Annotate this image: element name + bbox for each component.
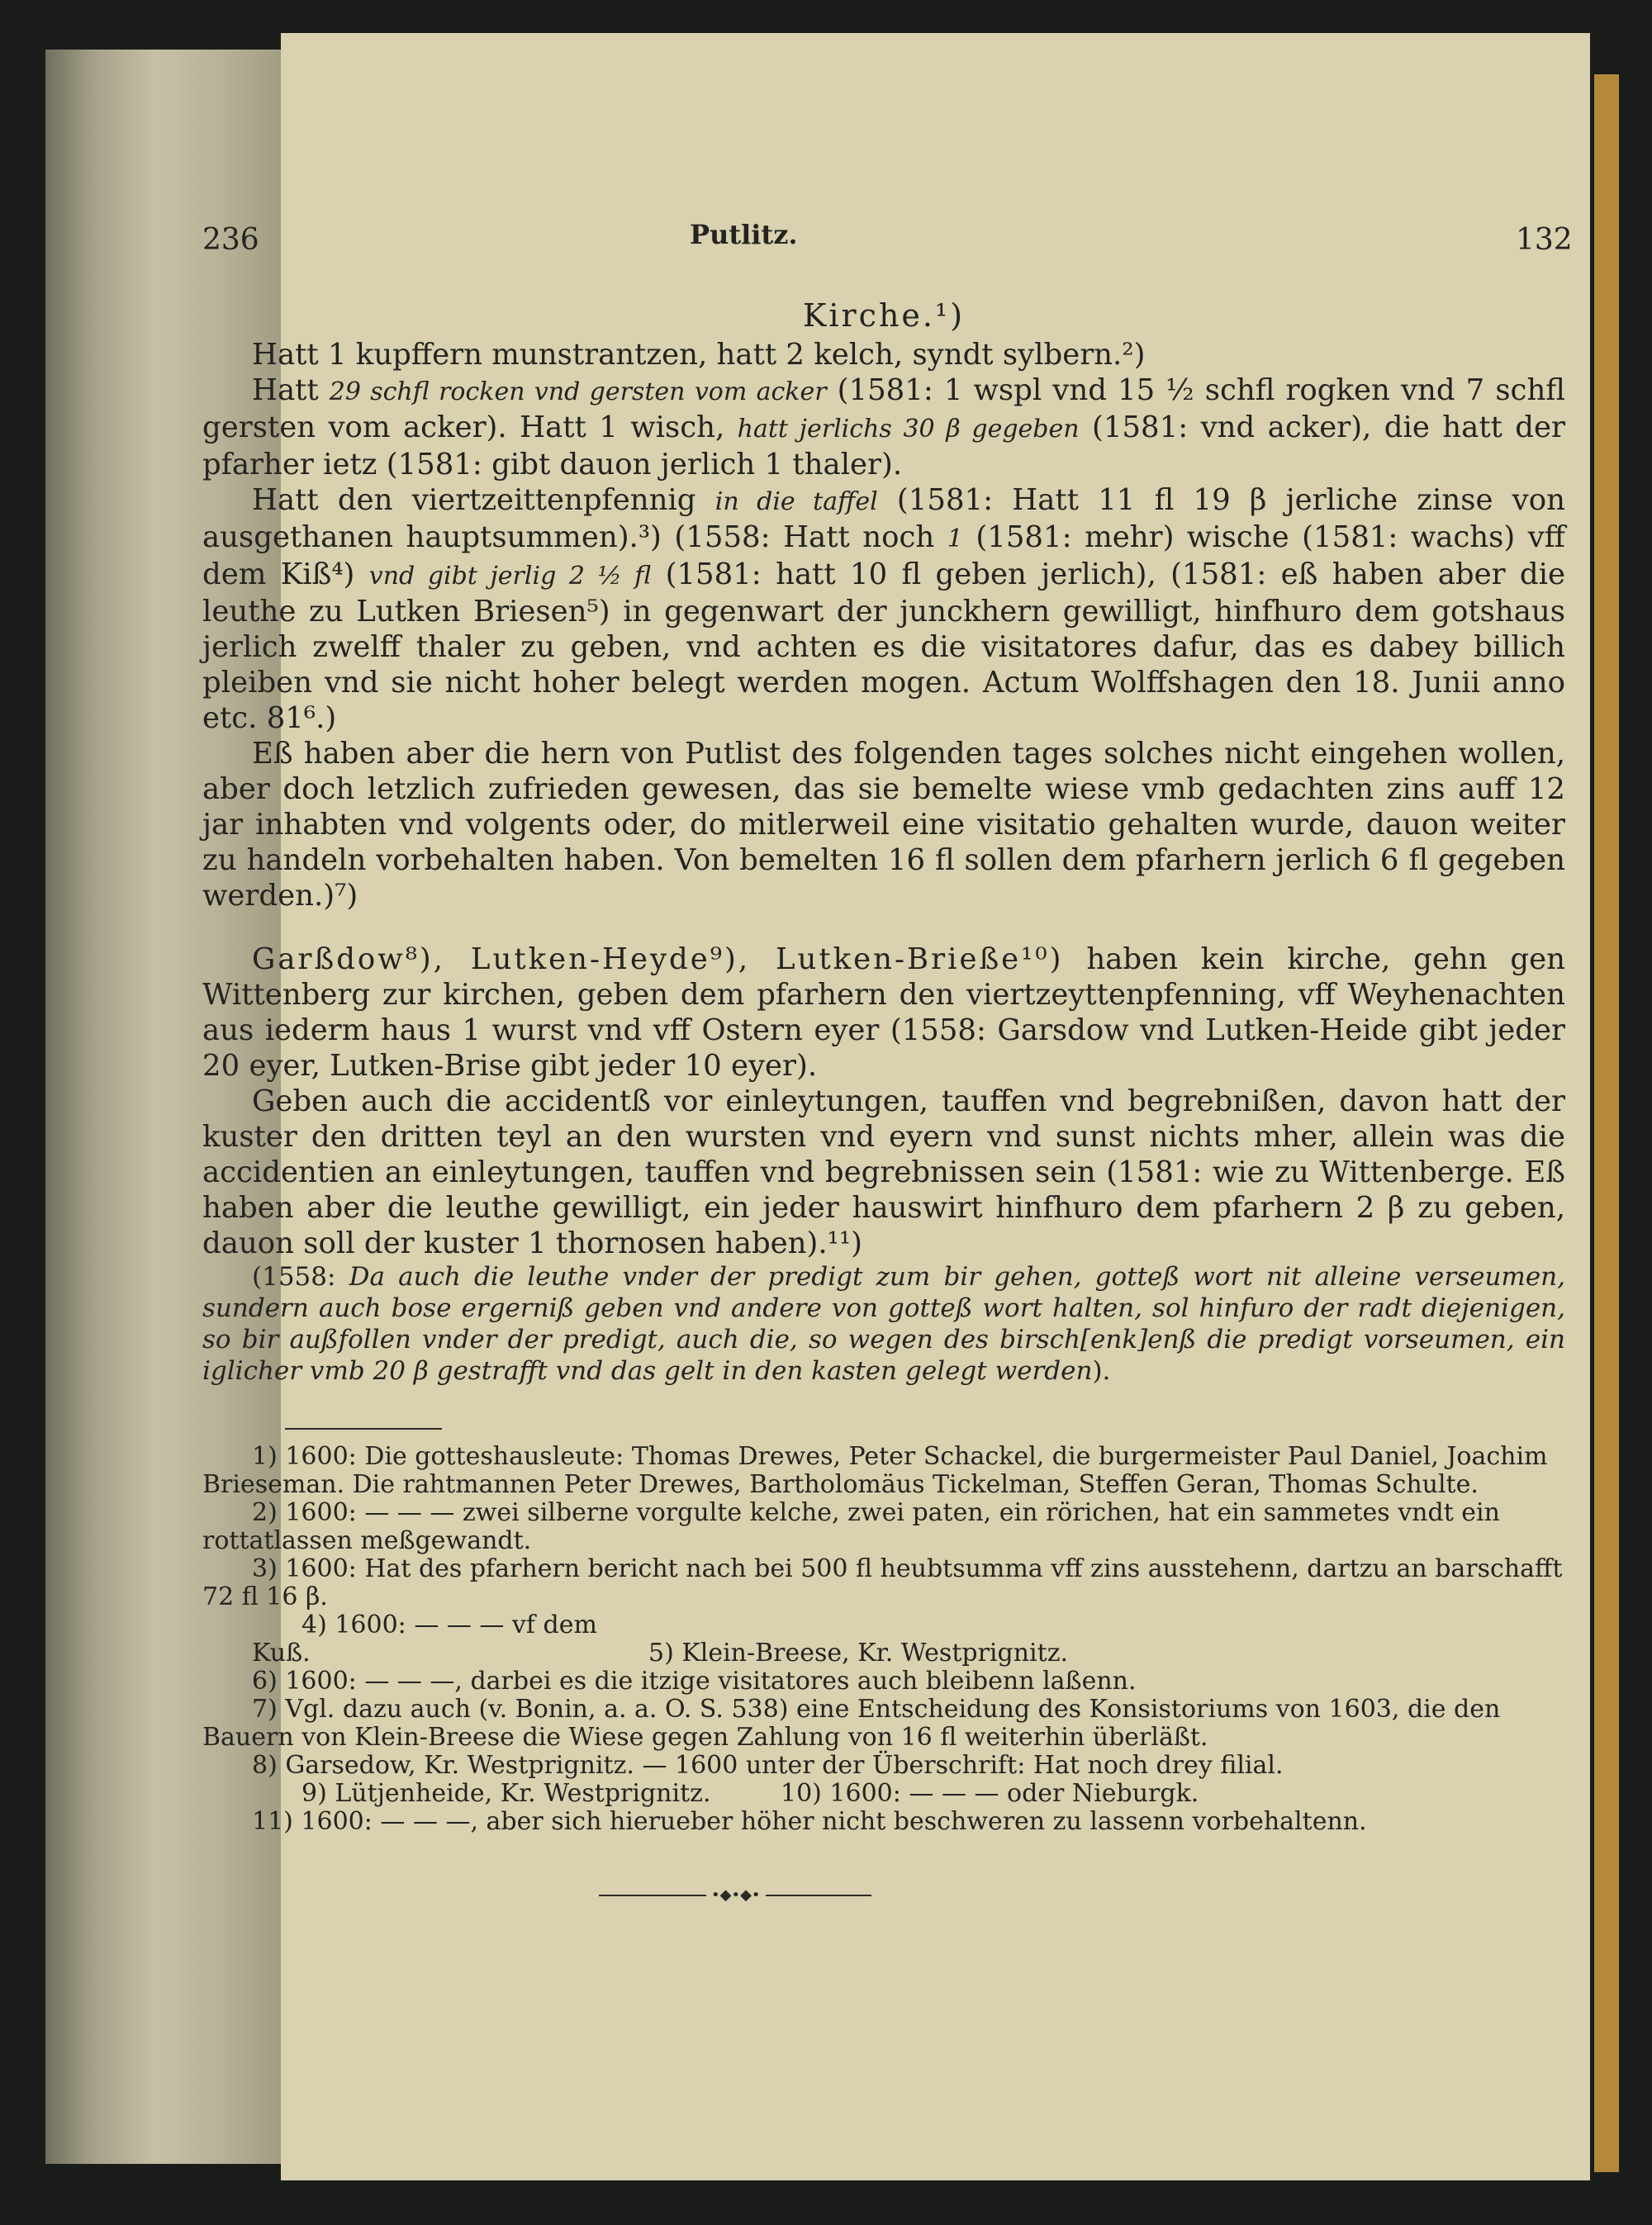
page-number-right: 132 (1516, 223, 1573, 257)
footnote: 8) Garsedow, Kr. Westprignitz. — 1600 unter der Überschrift: Hat noch drey filial. (252, 1751, 1284, 1780)
paragraph: Garßdow⁸), Lutken-Heyde⁹), Lutken-Brieße¹⁰) haben kein kirche, gehn gen Wittenberg zur kirchen, geben dem pfarhern den viertzeyttenpfenning, vff Weyhenachten aus iederm haus 1 wurst vnd vff Ostern eyer (1558: Garsdow vnd Lutken-Heide gibt jeder 20 eyer, Lutken-Brise gibt jeder 10 eyer). (202, 942, 1565, 1083)
paragraph: Geben auch die accidentß vor einleytungen, tauffen vnd begrebnißen, davon hatt der kuster den dritten teyl an den wursten vnd eyern vnd sunst nichts mher, allein was die accidentien an einleytungen, tauffen vnd begrebnissen sein (1581: wie zu Wittenberge. Eß haben aber die leuthe gewilligt, ein jeder hauswirt hinfhuro dem pfarhern 2 β zu geben, dauon soll der kuster 1 thornosen haben).¹¹) (202, 1084, 1565, 1260)
footnote: 6) 1600: — — —, darbei es die itzige visitatores auch bleibenn laßenn. (252, 1667, 1137, 1696)
facing-page-edge (1594, 74, 1619, 2172)
footnote: 2) 1600: — — — zwei silberne vorgulte kelche, zwei paten, ein rörichen, hat ein sammetes vndt ein rottatlassen meßgewandt. (202, 1498, 1500, 1555)
paragraph-note: (1558: Da auch die leuthe vnder der predigt zum bir gehen, gotteß wort nit alleine verseumen, sundern auch bose ergerniß geben vnd andere von gotteß wort halten, sol hinfuro der radt diejenigen, so bir außfollen vnder der predigt, auch die, so wegen des birsch[enk]enß die predigt vorseumen, ein iglicher vmb 20 β gestrafft vnd das gelt in den kasten gelegt werden). (202, 1262, 1565, 1386)
section-heading: Kirche.¹) (802, 297, 966, 334)
page-content (202, 198, 1573, 1904)
paragraph: Hatt 1 kupffern munstrantzen, hatt 2 kelch, syndt sylbern.²) (252, 338, 1146, 372)
paragraph: Hatt 29 schfl rocken vnd gersten vom acker (1581: 1 wspl vnd 15 ½ schfl rogken vnd 7 schfl gersten vom acker). Hatt 1 wisch, hatt jerlichs 30 β gegeben (1581: vnd acker), die hatt der pfarher ietz (1581: gibt dauon jerlich 1 thaler). (202, 373, 1565, 482)
footnote-pair: 9) Lütjenheide, Kr. Westprignitz. 10) 1600: — — — oder Nieburgk. (301, 1779, 1199, 1808)
footnote-pair: 4) 1600: — — — vf dem Kuß. 5) Klein-Breese, Kr. Westprignitz. (252, 1611, 1069, 1668)
footnote: 3) 1600: Hat des pfarhern bericht nach bei 500 fl heubtsumma vff zins ausstehenn, dartzu an barschafft 72 fl 16 β. (202, 1554, 1563, 1611)
running-header (202, 198, 1573, 257)
footnote: 7) Vgl. dazu auch (v. Bonin, a. a. O. S. 538) eine Entscheidung des Konsistoriums von 1603, die den Bauern von Klein-Breese die Wiese gegen Zahlung von 16 fl weiterhin überläßt. (202, 1695, 1501, 1752)
paragraph: Hatt den viertzeittenpfennig in die taffel (1581: Hatt 11 fl 19 β jerliche zinse von ausgethanen hauptsummen).³) (1558: Hatt noch 1 (1581: mehr) wische (1581: wachs) vff dem Kiß⁴) vnd gibt jerlig 2 ½ fl (1581: hatt 10 fl geben jerlich), (1581: eß haben aber die leuthe zu Lutken Briesen⁵) in gegenwart der junckhern gewilligt, hinfhuro dem gotshaus jerlich zwelff thaler zu geben, vnd achten es die visitatores dafur, das es dabey billich pleiben vnd sie nicht hoher belegt werden mogen. Actum Wolffshagen den 18. Junii anno etc. 81⁶.) (202, 483, 1565, 735)
end-ornament: •◆•◆• (599, 1890, 871, 1901)
footnote: 1) 1600: Die gotteshausleute: Thomas Drewes, Peter Schackel, die burgermeister Paul Daniel, Joachim Brieseman. Die rahtmannen Peter Drewes, Bartholomäus Tickelman, Steffen Geran, Thomas Schulte. (202, 1442, 1548, 1499)
running-title: Putlitz. (690, 219, 798, 250)
footnote: 11) 1600: — — —, aber sich hierueber höher nicht beschweren zu lassenn vorbehaltenn. (252, 1807, 1367, 1836)
footnote-rule (285, 1428, 442, 1430)
paragraph: Eß haben aber die hern von Putlist des folgenden tages solches nicht eingehen wollen, aber doch letzlich zufrieden gewesen, das sie bemelte wiese vmb gedachten zins auff 12 jar inhabten vnd volgents oder, do mitlerweil eine visitatio gehalten wurde, dauon weiter zu handeln vorbehalten haben. Von bemelten 16 fl sollen dem pfarhern jerlich 6 fl gegeben werden.)⁷) (202, 737, 1565, 913)
page-number-left: 236 (202, 223, 259, 257)
